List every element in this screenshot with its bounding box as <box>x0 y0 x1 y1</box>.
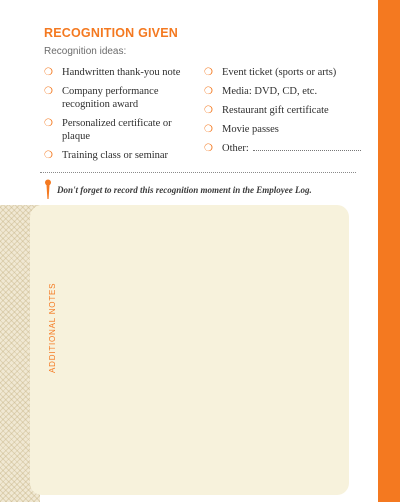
circle-bullet-icon: ❍ <box>204 67 213 78</box>
ideas-right-column <box>204 66 364 161</box>
circle-bullet-icon: ❍ <box>204 143 213 154</box>
dotted-divider <box>40 172 356 173</box>
idea-label: Handwritten thank-you note <box>62 67 181 78</box>
idea-checkbox-handwritten-note[interactable] <box>44 66 202 79</box>
additional-notes-label: ADDITIONAL NOTES <box>48 282 57 373</box>
idea-checkbox-movie-passes[interactable] <box>204 123 364 136</box>
additional-notes-area[interactable] <box>30 205 349 495</box>
idea-label: Movie passes <box>222 124 279 135</box>
idea-label: Company performance recognition award <box>62 86 159 110</box>
pin-icon <box>44 179 52 201</box>
idea-label: Restaurant gift certificate <box>222 105 329 116</box>
circle-bullet-icon: ❍ <box>204 105 213 116</box>
idea-checkbox-restaurant[interactable] <box>204 104 364 117</box>
idea-label: Personalized certificate or plaque <box>62 118 172 142</box>
other-write-in-line[interactable] <box>253 143 361 151</box>
idea-checkbox-other[interactable] <box>204 142 364 155</box>
section-title: RECOGNITION GIVEN <box>44 26 178 40</box>
idea-label: Other: <box>222 143 249 154</box>
circle-bullet-icon: ❍ <box>44 150 53 161</box>
idea-label: Media: DVD, CD, etc. <box>222 86 318 97</box>
idea-checkbox-performance-award[interactable] <box>44 85 202 111</box>
idea-checkbox-event-ticket[interactable] <box>204 66 364 79</box>
idea-label: Event ticket (sports or arts) <box>222 67 337 78</box>
circle-bullet-icon: ❍ <box>204 86 213 97</box>
reminder-text: Don't forget to record this recognition moment in the Employee Log. <box>57 185 312 195</box>
ideas-left-column <box>44 66 202 168</box>
circle-bullet-icon: ❍ <box>204 124 213 135</box>
circle-bullet-icon: ❍ <box>44 118 53 129</box>
idea-label: Training class or seminar <box>62 150 169 161</box>
idea-checkbox-training[interactable] <box>44 149 202 162</box>
reminder-note <box>44 179 312 201</box>
circle-bullet-icon: ❍ <box>44 86 53 97</box>
orange-edge-stripe <box>378 0 400 502</box>
circle-bullet-icon: ❍ <box>44 67 53 78</box>
idea-checkbox-media[interactable] <box>204 85 364 98</box>
section-subtitle: Recognition ideas: <box>44 46 127 57</box>
idea-checkbox-certificate[interactable] <box>44 117 202 143</box>
